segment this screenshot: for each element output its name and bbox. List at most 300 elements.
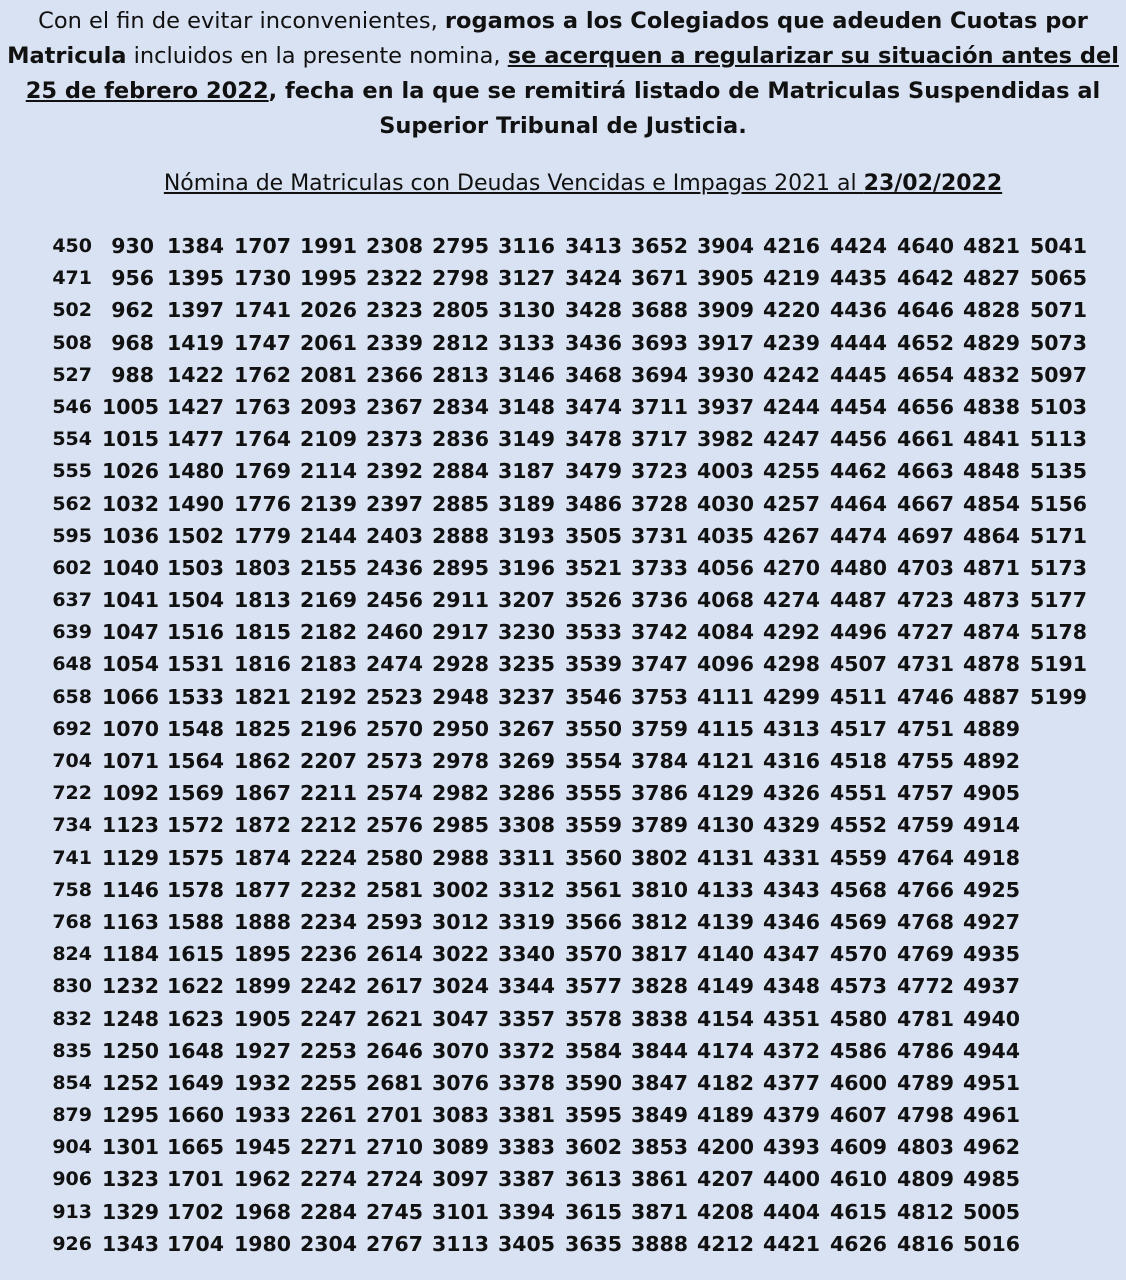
matricula-number: 4189: [697, 1103, 755, 1128]
matricula-number: 1764: [234, 427, 292, 452]
matricula-number: 1163: [102, 909, 160, 934]
matricula-number: 4255: [763, 459, 821, 484]
matricula-number: 3747: [631, 652, 689, 677]
matricula-number: 4781: [897, 1006, 955, 1031]
matricula-number: 4731: [897, 652, 955, 677]
matricula-number: 4348: [763, 974, 821, 999]
matricula-number: 4759: [897, 813, 955, 838]
matricula-number: 3521: [565, 555, 623, 580]
matricula-number: 3308: [498, 813, 556, 838]
matricula-number: 3436: [565, 330, 623, 355]
matricula-number: 4257: [763, 491, 821, 516]
matricula-number: 2884: [432, 459, 490, 484]
matricula-number: 3759: [631, 716, 689, 741]
matricula-number: 3344: [498, 974, 556, 999]
matricula-number: 3394: [498, 1199, 556, 1224]
matricula-number: 768: [52, 910, 92, 933]
matricula-number: 602: [52, 556, 92, 579]
matricula-number: 2114: [300, 459, 358, 484]
matricula-number: 2767: [366, 1231, 424, 1256]
matricula-number: 2061: [300, 330, 358, 355]
matricula-number: 722: [52, 782, 92, 805]
matricula-number: 4139: [697, 909, 755, 934]
matricula-number: 1395: [167, 266, 225, 291]
matricula-number: 5171: [1030, 523, 1088, 548]
matricula-number: 4239: [763, 330, 821, 355]
matricula-number: 1707: [234, 234, 292, 258]
matricula-number: 4219: [763, 266, 821, 291]
matricula-number: 4803: [897, 1135, 955, 1160]
matricula-number: 4299: [763, 684, 821, 709]
matricula-number: 2403: [366, 523, 424, 548]
matricula-number: 3561: [565, 877, 623, 902]
matricula-number: 3602: [565, 1135, 623, 1160]
grid-column: [631, 230, 689, 1260]
matricula-number: 913: [52, 1200, 92, 1223]
matricula-number: 3196: [498, 555, 556, 580]
matricula-number: 2710: [366, 1135, 424, 1160]
matricula-number: 3853: [631, 1135, 689, 1160]
matricula-number: 3817: [631, 942, 689, 967]
matricula-number: 3736: [631, 588, 689, 613]
matricula-number: 3711: [631, 394, 689, 419]
matricula-number: 562: [52, 492, 92, 515]
matricula-number: 4798: [897, 1103, 955, 1128]
matricula-number: 4640: [897, 234, 955, 258]
matricula-number: 4313: [763, 716, 821, 741]
matricula-number: 3784: [631, 749, 689, 773]
matricula-number: 2155: [300, 555, 358, 580]
grid-column: [300, 230, 358, 1260]
matricula-number: 4570: [830, 942, 888, 967]
matricula-number: 3789: [631, 813, 689, 838]
matricula-number: 2456: [366, 588, 424, 613]
grid-column: [897, 230, 955, 1260]
matricula-number: 2978: [432, 749, 490, 773]
matricula-number: 1763: [234, 394, 292, 419]
matricula-number: 2436: [366, 555, 424, 580]
matricula-number: 3357: [498, 1006, 556, 1031]
matricula-number: 4444: [830, 330, 888, 355]
matricula-number: 4154: [697, 1006, 755, 1031]
matricula-number: 3578: [565, 1006, 623, 1031]
matricula-number: 4003: [697, 459, 755, 484]
matricula-number: 3189: [498, 491, 556, 516]
matricula-number: 3505: [565, 523, 623, 548]
matricula-number: 3381: [498, 1103, 556, 1128]
matricula-number: 1129: [102, 845, 160, 870]
matricula-number: 4723: [897, 588, 955, 613]
matricula-number: 4115: [697, 716, 755, 741]
matricula-number: 1649: [167, 1070, 225, 1095]
matricula-number: 1572: [167, 813, 225, 838]
matricula-number: 1730: [234, 266, 292, 291]
matricula-number: 3486: [565, 491, 623, 516]
matricula-number: 4841: [963, 427, 1021, 452]
grid-column: [963, 230, 1021, 1260]
matricula-number: 4892: [963, 749, 1021, 773]
matricula-number: 2681: [366, 1070, 424, 1095]
matricula-number: 3383: [498, 1135, 556, 1160]
matricula-number: 2573: [366, 749, 424, 773]
matricula-number: 4507: [830, 652, 888, 677]
grid-column: [830, 230, 888, 1260]
matricula-number: 1575: [167, 845, 225, 870]
matricula-number: 1531: [167, 652, 225, 677]
matricula-number: 2304: [300, 1231, 358, 1256]
matricula-number: 3267: [498, 716, 556, 741]
matricula-number: 2888: [432, 523, 490, 548]
matricula-number: 3930: [697, 362, 755, 387]
matricula-number: 3595: [565, 1103, 623, 1128]
matricula-number: 4838: [963, 394, 1021, 419]
matricula-number: 4962: [963, 1135, 1021, 1160]
matricula-number: 4220: [763, 298, 821, 323]
matricula-number: 734: [52, 814, 92, 837]
matricula-number: 3613: [565, 1167, 623, 1192]
matricula-number: 3207: [498, 588, 556, 613]
matricula-number: 1548: [167, 716, 225, 741]
matricula-number: 2144: [300, 523, 358, 548]
matricula-number: 1825: [234, 716, 292, 741]
matricula-number: 4873: [963, 588, 1021, 613]
matricula-number: 4329: [763, 813, 821, 838]
matricula-number: 2366: [366, 362, 424, 387]
matricula-number: 4174: [697, 1038, 755, 1063]
matricula-number: 1701: [167, 1167, 225, 1192]
matricula-number: 2255: [300, 1070, 358, 1095]
matricula-number: 3937: [697, 394, 755, 419]
matricula-number: 3904: [697, 234, 755, 258]
matricula-number: 2169: [300, 588, 358, 613]
matricula-number: 2284: [300, 1199, 358, 1224]
matricula-number: 1927: [234, 1038, 292, 1063]
matricula-number: 4600: [830, 1070, 888, 1095]
matricula-number: 4573: [830, 974, 888, 999]
matricula-number: 3101: [432, 1199, 490, 1224]
matricula-number: 4642: [897, 266, 955, 291]
matricula-number: 3693: [631, 330, 689, 355]
matricula-number: 4208: [697, 1199, 755, 1224]
matricula-number: 3810: [631, 877, 689, 902]
matricula-number: 4769: [897, 942, 955, 967]
matricula-number: 4927: [963, 909, 1021, 934]
matricula-number: 4610: [830, 1167, 888, 1192]
matricula-number: 3413: [565, 234, 623, 258]
matricula-number: 4247: [763, 427, 821, 452]
list-title: [0, 168, 1126, 200]
matricula-number: 3076: [432, 1070, 490, 1095]
matricula-number: 1480: [167, 459, 225, 484]
matricula-number: 4654: [897, 362, 955, 387]
matricula-number: 4961: [963, 1103, 1021, 1128]
matricula-number: 4480: [830, 555, 888, 580]
matricula-number: 5071: [1030, 298, 1088, 323]
matricula-number: 2242: [300, 974, 358, 999]
matricula-number: 3717: [631, 427, 689, 452]
matricula-number: 1422: [167, 362, 225, 387]
matricula-number: 5199: [1030, 684, 1088, 709]
matricula-number: 4111: [697, 684, 755, 709]
matricula-number: 1877: [234, 877, 292, 902]
matricula-number: 4854: [963, 491, 1021, 516]
matricula-number: 1779: [234, 523, 292, 548]
matricula-number: 1384: [167, 234, 225, 258]
matricula-number: 2339: [366, 330, 424, 355]
matricula-number: 4140: [697, 942, 755, 967]
grid-column: [1030, 230, 1088, 713]
matricula-number: 3012: [432, 909, 490, 934]
matricula-number: 4456: [830, 427, 888, 452]
grid-column: [763, 230, 821, 1260]
matricula-number: 637: [52, 589, 92, 612]
matricula-number: 3560: [565, 845, 623, 870]
grid-column: [366, 230, 424, 1260]
matricula-number: 1343: [102, 1231, 160, 1256]
matricula-number: 3554: [565, 749, 623, 773]
matricula-number: 4751: [897, 716, 955, 741]
matricula-number: 1329: [102, 1199, 160, 1224]
matricula-number: 4212: [697, 1231, 755, 1256]
matricula-number: 2985: [432, 813, 490, 838]
matricula-number: 2576: [366, 813, 424, 838]
matricula-number: 1980: [234, 1231, 292, 1256]
matricula-number: 1036: [102, 523, 160, 548]
matricula-number: 3133: [498, 330, 556, 355]
matricula-number: 854: [52, 1071, 92, 1094]
matricula-number: 1888: [234, 909, 292, 934]
matricula-number: 1503: [167, 555, 225, 580]
matricula-number: 4462: [830, 459, 888, 484]
matricula-number: 4816: [897, 1231, 955, 1256]
matricula-number: 4326: [763, 781, 821, 806]
matricula-number: 4809: [897, 1167, 955, 1192]
matricula-number: 3555: [565, 781, 623, 806]
matricula-number: 1026: [102, 459, 160, 484]
matricula-number: 2322: [366, 266, 424, 291]
matricula-number: 1932: [234, 1070, 292, 1095]
matricula-number: 2988: [432, 845, 490, 870]
matricula-number: 3428: [565, 298, 623, 323]
matricula-number: 4951: [963, 1070, 1021, 1095]
matricula-number: 1803: [234, 555, 292, 580]
matricula-number: 4133: [697, 877, 755, 902]
matricula-number: 5191: [1030, 652, 1088, 677]
matricula-number: 2805: [432, 298, 490, 323]
notice-text-2: rogamos a los Colegiados que adeuden Cuotas por Matricula: [7, 8, 1088, 69]
matricula-number: 741: [52, 846, 92, 869]
matricula-number: 2795: [432, 234, 490, 258]
matricula-number: 3861: [631, 1167, 689, 1192]
matricula-number: 3479: [565, 459, 623, 484]
matricula-number: 5041: [1030, 234, 1088, 258]
matricula-number: 3230: [498, 620, 556, 645]
matricula-number: 968: [111, 330, 154, 355]
matricula-number: 4404: [763, 1199, 821, 1224]
notice-text-5: , fecha en la que se remitirá listado de Matriculas Suspendidas al Superior Tribunal de Justicia.: [268, 78, 1101, 139]
grid-column: [432, 230, 490, 1260]
matricula-number: 3148: [498, 394, 556, 419]
matricula-number: 4346: [763, 909, 821, 934]
matricula-number: 5156: [1030, 491, 1088, 516]
matricula-number: 4944: [963, 1038, 1021, 1063]
notice-paragraph: [0, 4, 1126, 144]
matricula-number: 3812: [631, 909, 689, 934]
matricula-number: 1862: [234, 749, 292, 773]
matricula-number: 1146: [102, 877, 160, 902]
matricula-number: 4937: [963, 974, 1021, 999]
matricula-number: 4267: [763, 523, 821, 548]
matricula-number: 2367: [366, 394, 424, 419]
matricula-number: 3474: [565, 394, 623, 419]
matricula-number: 3319: [498, 909, 556, 934]
matricula-number: 3533: [565, 620, 623, 645]
matricula-number: 1015: [102, 427, 160, 452]
matricula-number: 1295: [102, 1103, 160, 1128]
matricula-number: 1991: [300, 234, 358, 258]
matricula-number: 4607: [830, 1103, 888, 1128]
matricula-number: 595: [52, 524, 92, 547]
matricula-number: 3405: [498, 1231, 556, 1256]
matricula-number: 830: [52, 975, 92, 998]
matricula-number: 4343: [763, 877, 821, 902]
matricula-number: 2701: [366, 1103, 424, 1128]
matricula-number: 2274: [300, 1167, 358, 1192]
matricula-number: 758: [52, 878, 92, 901]
matricula-number: 4200: [697, 1135, 755, 1160]
matricula-number: 4316: [763, 749, 821, 773]
matricula-number: 2798: [432, 266, 490, 291]
matricula-number: 2234: [300, 909, 358, 934]
matricula-number: 648: [52, 653, 92, 676]
matricula-number: 879: [52, 1104, 92, 1127]
matricula-number: 2373: [366, 427, 424, 452]
matricula-number: 4351: [763, 1006, 821, 1031]
matricula-number: 2614: [366, 942, 424, 967]
matricula-number: 3847: [631, 1070, 689, 1095]
matricula-number: 5178: [1030, 620, 1088, 645]
matricula-number: 3022: [432, 942, 490, 967]
matricula-number: 4764: [897, 845, 955, 870]
matricula-number: 3849: [631, 1103, 689, 1128]
matricula-number: 1588: [167, 909, 225, 934]
matricula-number: 4551: [830, 781, 888, 806]
matricula-number: 4030: [697, 491, 755, 516]
matricula-number: 2885: [432, 491, 490, 516]
matricula-number: 5173: [1030, 555, 1088, 580]
matricula-number: 2834: [432, 394, 490, 419]
matricula-number: 4663: [897, 459, 955, 484]
matricula-number: 3478: [565, 427, 623, 452]
matricula-number: 3753: [631, 684, 689, 709]
matricula-number: 4096: [697, 652, 755, 677]
matricula-number: 4207: [697, 1167, 755, 1192]
matricula-number: 1821: [234, 684, 292, 709]
matricula-number: 2232: [300, 877, 358, 902]
matricula-number: 2617: [366, 974, 424, 999]
matricula-number: 2593: [366, 909, 424, 934]
matricula-number: 4609: [830, 1135, 888, 1160]
matricula-number: 4918: [963, 845, 1021, 870]
matricula-number: 4487: [830, 588, 888, 613]
matricula-number: 824: [52, 943, 92, 966]
matricula-number: 4436: [830, 298, 888, 323]
matricula-number: 4372: [763, 1038, 821, 1063]
matricula-number: 4652: [897, 330, 955, 355]
matricula-number: 3149: [498, 427, 556, 452]
matricula-number: 3116: [498, 234, 556, 258]
matricula-number: 1005: [102, 394, 160, 419]
matricula-number: 3539: [565, 652, 623, 677]
matricula-number: 5103: [1030, 394, 1088, 419]
grid-column: [47, 230, 92, 1260]
grid-column: [167, 230, 225, 1260]
list-title-date: 23/02/2022: [863, 171, 1003, 196]
matricula-number: 4131: [697, 845, 755, 870]
matricula-number: 3187: [498, 459, 556, 484]
matricula-number: 1762: [234, 362, 292, 387]
matricula-number: 1704: [167, 1231, 225, 1256]
matricula-number: 3566: [565, 909, 623, 934]
matricula-number: 3193: [498, 523, 556, 548]
matricula-number: 1490: [167, 491, 225, 516]
matricula-number: 2523: [366, 684, 424, 709]
matricula-number: 1933: [234, 1103, 292, 1128]
matricula-number: 2580: [366, 845, 424, 870]
matricula-number: 2308: [366, 234, 424, 258]
matricula-number: 4580: [830, 1006, 888, 1031]
matricula-number: 3577: [565, 974, 623, 999]
matricula-number: 2253: [300, 1038, 358, 1063]
matricula-number: 2211: [300, 781, 358, 806]
matricula-number: 2836: [432, 427, 490, 452]
matricula-number: 2911: [432, 588, 490, 613]
matricula-number: 4766: [897, 877, 955, 902]
matricula-number: 3871: [631, 1199, 689, 1224]
matricula-number: 3286: [498, 781, 556, 806]
matricula-number: 4400: [763, 1167, 821, 1192]
matricula-number: 4244: [763, 394, 821, 419]
matricula-number: 4586: [830, 1038, 888, 1063]
matricula-number: 3723: [631, 459, 689, 484]
matricula-number: 4985: [963, 1167, 1021, 1192]
matricula-number: 2183: [300, 652, 358, 677]
matricula-number: 1032: [102, 491, 160, 516]
matricula-number: 1995: [300, 266, 358, 291]
matricula-number: 3550: [565, 716, 623, 741]
matricula-number: 3652: [631, 234, 689, 258]
matricula-number: 1504: [167, 588, 225, 613]
matricula-number: 4656: [897, 394, 955, 419]
matricula-number: 1569: [167, 781, 225, 806]
matricula-number: 4925: [963, 877, 1021, 902]
matricula-number: 1962: [234, 1167, 292, 1192]
matricula-number: 3635: [565, 1231, 623, 1256]
matricula-number: 1776: [234, 491, 292, 516]
matricula-number: 658: [52, 685, 92, 708]
matricula-number: 1905: [234, 1006, 292, 1031]
matricula-number: 1041: [102, 588, 160, 613]
matricula-number: 3468: [565, 362, 623, 387]
matricula-number: 1397: [167, 298, 225, 323]
matricula-number: 3130: [498, 298, 556, 323]
matricula-number: 2323: [366, 298, 424, 323]
matricula-number: 1815: [234, 620, 292, 645]
matricula-number: 3982: [697, 427, 755, 452]
matricula-number: 3615: [565, 1199, 623, 1224]
matricula-number: 3671: [631, 266, 689, 291]
matricula-number: 1622: [167, 974, 225, 999]
